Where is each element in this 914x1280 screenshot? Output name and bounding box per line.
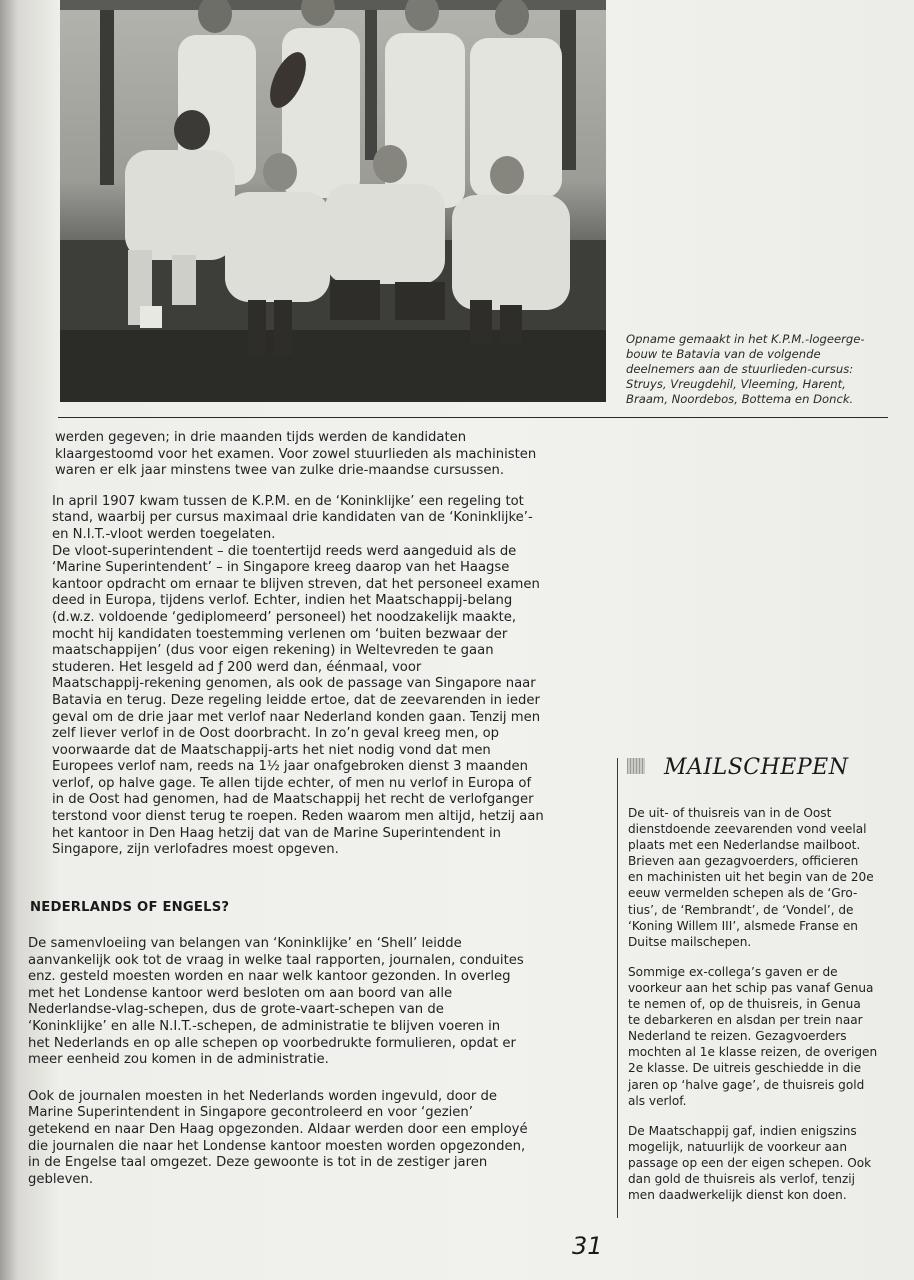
text-line: met het Londense kantoor werd besloten om aan boord van alle <box>28 985 453 1001</box>
text-line: in de Engelse taal omgezet. Deze gewoonte is tot in de zestiger jaren <box>28 1155 488 1171</box>
text-line: Marine Superintendent in Singapore gecontroleerd en voor ‘gezien’ <box>28 1105 473 1121</box>
main-text-lower <box>28 936 613 1188</box>
horizontal-rule <box>58 417 888 418</box>
main-text-upper <box>28 430 613 859</box>
text-line: verlof, op halve gage. Te allen tijde echter, of men nu verlof in Europa of <box>52 775 532 791</box>
text-line: Maatschappij-rekening genomen, als ook de passage van Singapore naar <box>52 676 536 692</box>
text-line: klaargestoomd voor het examen. Voor zowel stuurlieden als machinisten <box>55 446 537 462</box>
text-line: als verlof. <box>628 1093 687 1108</box>
text-line: terstond voor dienst terug te roepen. Reden waarom men altijd, hetzij aan <box>52 809 544 825</box>
text-line: In april 1907 kwam tussen de K.P.M. en de ‘Koninklijke’ een regeling tot <box>52 493 524 509</box>
text-line: en machinisten uit het begin van de 20e <box>628 870 874 885</box>
photo-caption <box>626 332 901 407</box>
caption-line: bouw te Batavia van de volgende <box>626 347 821 361</box>
text-line: die journalen die naar het Londense kantoor moesten worden opgezonden, <box>28 1138 526 1154</box>
text-line: werden gegeven; in drie maanden tijds werden de kandidaten <box>55 430 467 445</box>
text-line: Nederlandse-vlag-schepen, dus de grote-vaart-schepen van de <box>28 1002 444 1018</box>
text-line: Batavia en terug. Deze regeling leidde ertoe, dat de zeevarenden in ieder <box>52 692 540 708</box>
text-line: dan gold de thuisreis als verlof, tenzij <box>628 1171 856 1186</box>
text-line: zelf liever verlof in de Oost doorbracht. In zo’n geval kreeg men, op <box>52 726 500 742</box>
text-line: stand, waarbij per cursus maximaal drie kandidaten van de ‘Koninklijke’- <box>52 510 533 526</box>
text-line: ‘Koninklijke’ en alle N.I.T.-schepen, de administratie te blijven voeren in <box>28 1018 501 1034</box>
text-line: De Maatschappij gaf, indien enigszins <box>628 1123 857 1138</box>
text-line: men daadwerkelijk dienst kon doen. <box>628 1188 847 1203</box>
text-line: dienstdoende zeevarenden vond veelal <box>628 822 867 837</box>
text-line: Duitse mailschepen. <box>628 934 752 949</box>
text-line: De vloot-superintendent – die toentertijd reeds werd aangeduid als de <box>52 543 517 559</box>
text-line: in de Oost had genomen, had de Maatschappij het recht de verlofganger <box>52 792 534 808</box>
text-line: maatschappijen’ (dus voor eigen rekening) in Weltevreden te gaan <box>52 643 494 659</box>
caption-line: Braam, Noordebos, Bottema en Donck. <box>626 392 854 406</box>
text-line: eeuw vermelden schepen als de ‘Gro- <box>628 886 858 901</box>
text-line: ‘Marine Superintendent’ – in Singapore kreeg daarop van het Haagse <box>52 560 510 576</box>
text-line: studeren. Het lesgeld ad ƒ 200 werd dan, éénmaal, voor <box>52 659 422 675</box>
text-line: (d.w.z. voldoende ‘gediplomeerd’ personeel) het noodzakelijk maakte, <box>52 609 517 625</box>
text-line: mogelijk, natuurlijk de voorkeur aan <box>628 1139 847 1154</box>
text-line: aanvankelijk ook tot de vraag in welke taal rapporten, journalen, conduites <box>28 952 524 968</box>
caption-line: Struys, Vreugdehil, Vleeming, Harent, <box>626 377 846 391</box>
text-line: Ook de journalen moesten in het Nederlands worden ingevuld, door de <box>28 1088 497 1104</box>
group-photograph <box>60 0 606 402</box>
text-line: geval om de drie jaar met verlof naar Nederland konden gaan. Tenzij men <box>52 709 541 725</box>
text-line: het kantoor in Den Haag hetzij dat van de Marine Superintendent in <box>52 825 502 841</box>
sidebar-text <box>628 805 910 1203</box>
text-line: gebleven. <box>28 1171 94 1187</box>
text-line: tius’, de ‘Rembrandt’, de ‘Vondel’, de <box>628 902 854 917</box>
section-heading: NEDERLANDS OF ENGELS? <box>30 900 230 915</box>
text-line: jaren op ‘halve gage’, de thuisreis gold <box>628 1077 865 1092</box>
caption-line: deelnemers aan de stuurlieden-cursus: <box>626 362 854 376</box>
text-line: De samenvloeiing van belangen van ‘Koninklijke’ en ‘Shell’ leidde <box>28 936 462 951</box>
text-line: voorkeur aan het schip pas vanaf Genua <box>628 980 874 995</box>
text-line: te nemen of, op de thuisreis, in Genua <box>628 997 861 1012</box>
text-line: 2e klasse. De uitreis geschiedde in die <box>628 1061 862 1076</box>
text-line: mochten al 1e klasse reizen, de overigen <box>628 1045 878 1060</box>
sidebar-marker <box>627 758 645 774</box>
sidebar-title: MAILSCHEPEN <box>664 755 849 780</box>
text-line: waren er elk jaar minstens twee van zulke drie-maandse cursussen. <box>55 463 505 479</box>
text-line: meer eenheid zou komen in de administratie. <box>28 1052 329 1068</box>
text-line: te debarkeren en alsdan per trein naar <box>628 1013 863 1028</box>
text-line: De uit- of thuisreis van in de Oost <box>628 806 832 820</box>
text-line: voorwaarde dat de Maatschappij-arts het niet nodig vond dat men <box>52 742 491 758</box>
text-line: ‘Koning Willem III’, alsmede Franse en <box>628 918 858 933</box>
page-number: 31 <box>572 1232 603 1260</box>
text-line: en N.I.T.-vloot werden toegelaten. <box>52 526 276 542</box>
text-line: Sommige ex-collega’s gaven er de <box>628 964 838 979</box>
text-line: Europees verlof nam, reeds na 1½ jaar onafgebroken dienst 3 maanden <box>52 759 528 775</box>
photo-illustration <box>60 0 606 402</box>
text-line: het Nederlands en op alle schepen op voorbedrukte formulieren, opdat er <box>28 1035 516 1051</box>
text-line: enz. gesteld moesten worden en naar welk kantoor gezonden. In overleg <box>28 969 511 985</box>
text-line: getekend en naar Den Haag opgezonden. Aldaar werden door een employé <box>28 1121 528 1137</box>
sidebar-divider <box>617 758 618 1218</box>
caption-line: Opname gemaakt in het K.P.M.-logeerge- <box>626 332 865 346</box>
text-line: deed in Europa, tijdens verlof. Echter, indien het Maatschappij-belang <box>52 593 513 609</box>
text-line: plaats met een Nederlandse mailboot. <box>628 838 861 853</box>
text-line: Nederland te reizen. Gezagvoerders <box>628 1029 847 1044</box>
text-line: kantoor opdracht om ernaar te blijven streven, dat het personeel examen <box>52 576 540 592</box>
text-line: Brieven aan gezagvoerders, officieren <box>628 854 859 869</box>
text-line: mocht hij kandidaten toestemming verlenen om ‘buiten bezwaar der <box>52 626 508 642</box>
text-line: passage op een der eigen schepen. Ook <box>628 1155 872 1170</box>
text-line: Singapore, zijn verlofadres moest opgeven. <box>52 842 339 858</box>
